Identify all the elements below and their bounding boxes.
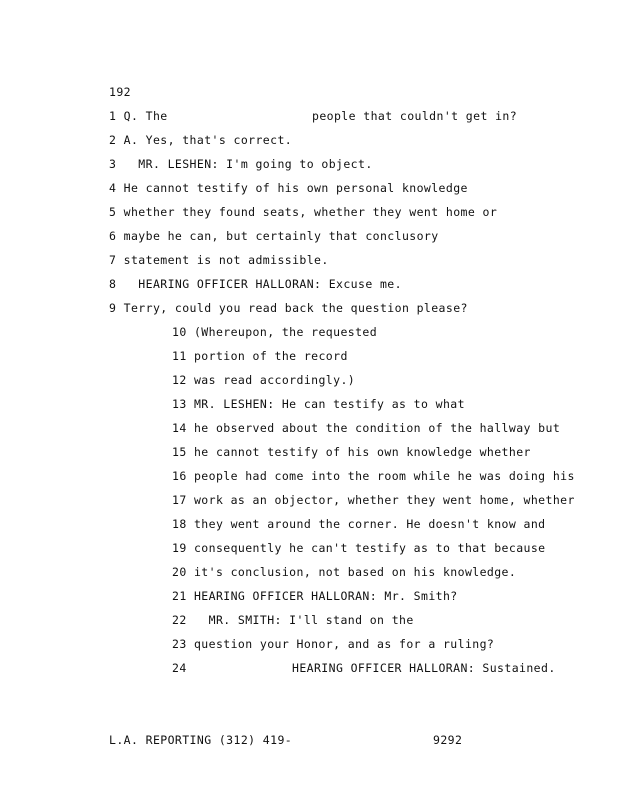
transcript-line-15: 15 he cannot testify of his own knowledge whether [172,445,531,459]
transcript-line-1: 1 Q. The [109,109,168,123]
transcript-line-1-continued: people that couldn't get in? [312,109,518,123]
transcript-line-4: 4 He cannot testify of his own personal knowledge [109,181,468,195]
transcript-line-2: 2 A. Yes, that's correct. [109,133,293,147]
transcript-line-9: 9 Terry, could you read back the question please? [109,301,468,315]
transcript-line-23: 23 question your Honor, and as for a ruling? [172,637,495,651]
transcript-line-24: 24 [172,661,187,675]
transcript-line-10: 10 (Whereupon, the requested [172,325,378,339]
transcript-line-22: 22 MR. SMITH: I'll stand on the [172,613,414,627]
transcript-line-8: 8 HEARING OFFICER HALLORAN: Excuse me. [109,277,402,291]
transcript-line-5: 5 whether they found seats, whether they went home or [109,205,498,219]
footer-reporter: L.A. REPORTING (312) 419- [109,733,293,747]
transcript-line-16: 16 people had come into the room while he was doing his [172,469,575,483]
transcript-line-3: 3 MR. LESHEN: I'm going to object. [109,157,373,171]
transcript-line-19: 19 consequently he can't testify as to that because [172,541,546,555]
transcript-line-12: 12 was read accordingly.) [172,373,356,387]
page-number: 192 [109,85,131,99]
transcript-line-13: 13 MR. LESHEN: He can testify as to what [172,397,465,411]
footer-phone-suffix: 9292 [433,733,463,747]
transcript-line-24-continued: HEARING OFFICER HALLORAN: Sustained. [292,661,556,675]
transcript-line-21: 21 HEARING OFFICER HALLORAN: Mr. Smith? [172,589,458,603]
transcript-line-7: 7 statement is not admissible. [109,253,329,267]
transcript-line-17: 17 work as an objector, whether they went home, whether [172,493,575,507]
transcript-line-14: 14 he observed about the condition of the hallway but [172,421,561,435]
transcript-line-11: 11 portion of the record [172,349,348,363]
transcript-line-6: 6 maybe he can, but certainly that conclusory [109,229,439,243]
transcript-line-18: 18 they went around the corner. He doesn't know and [172,517,546,531]
transcript-line-20: 20 it's conclusion, not based on his knowledge. [172,565,517,579]
